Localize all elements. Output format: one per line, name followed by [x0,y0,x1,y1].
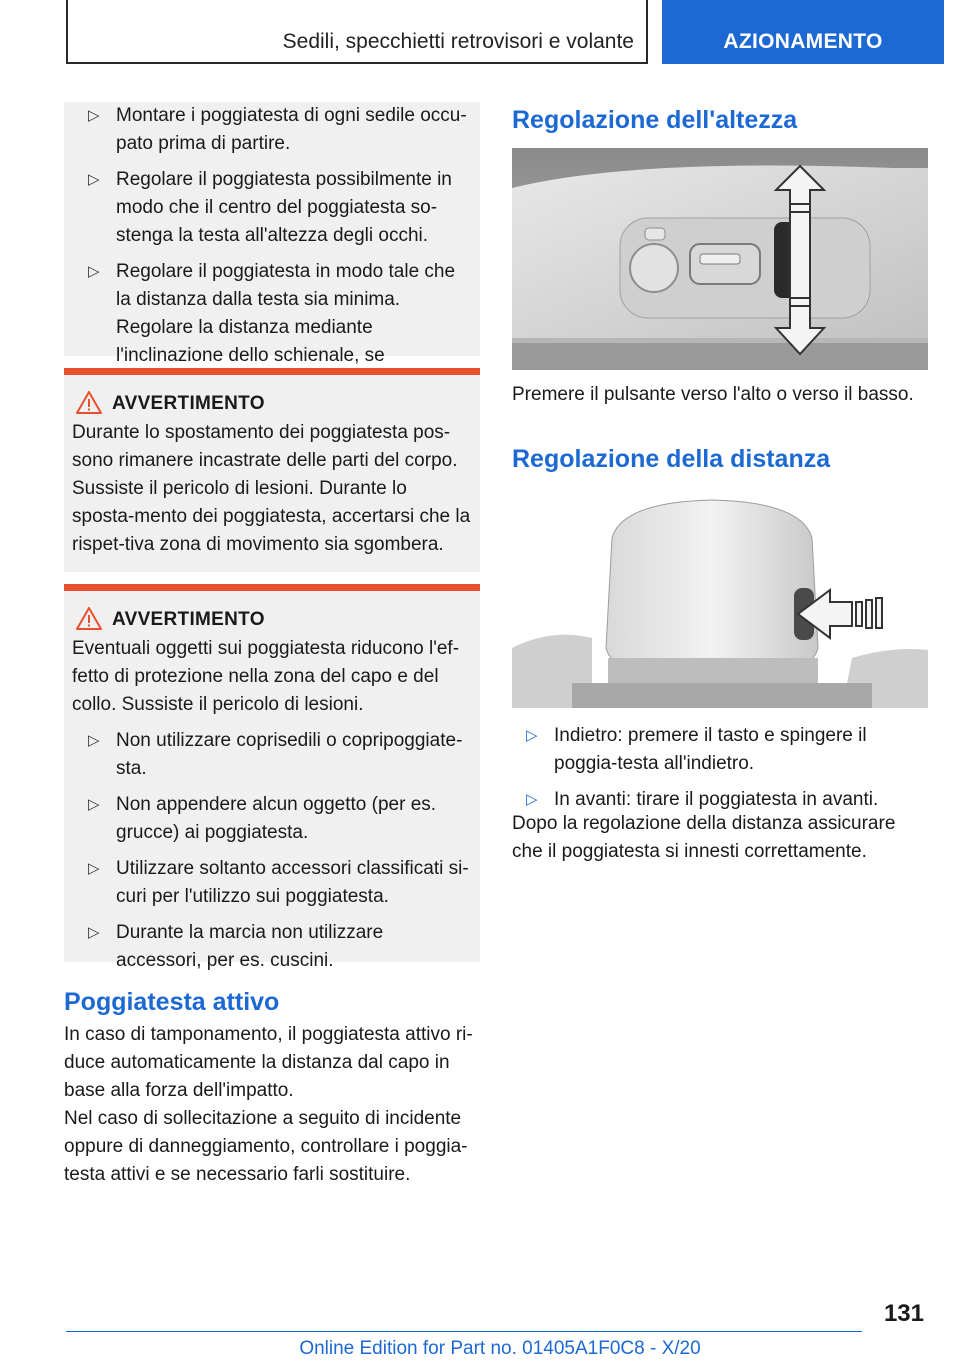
header-chapter-tab [662,0,944,64]
footer-edition: Online Edition for Part no. 01405A1F0C8 - X/20 [299,1338,701,1359]
list-item: ▷ In avanti: tirare il poggiatesta in avanti. [512,786,928,814]
list-item: ▷ Montare i poggiatesta di ogni sedile occu-pato prima di partire. [74,102,470,158]
list-item: ▷ Regolare il poggiatesta in modo tale che la distanza dalla testa sia minima. Regolare la distanza mediante l'inclinazione dello schienale, se [74,258,470,398]
list-item: ▷ Utilizzare soltanto accessori classificati si-curi per l'utilizzo sui poggiatesta. [74,855,472,911]
list-item: ▷ Regolare il poggiatesta possibilmente in modo che il centro del poggiatesta so-stenga la testa all'altezza degli occhi. [74,166,470,250]
list-item: ▷ Non utilizzare coprisedili o copripoggiate-sta. [74,727,472,783]
distance-list [512,722,928,822]
chapter-title: AZIONAMENTO [723,30,883,53]
warning-title: AVVERTIMENTO [112,393,265,414]
distance-paragraph: Dopo la regolazione della distanza assicurare che il poggiatesta si innesti correttamente. [512,813,896,862]
bullet-icon: ▷ [88,171,100,188]
section-heading-active-headrest: Poggiatesta attivo [64,988,280,1016]
seat-height-switch-illustration [512,148,928,370]
warning-text: Eventuali oggetti sui poggiatesta riducono l'ef-fetto di protezione nella zona del capo e del collo. Sussiste il pericolo di lesioni. [72,638,460,715]
active-headrest-paragraph-2: Nel caso di sollecitazione a seguito di incidente oppure di danneggiamento, controllare i poggia-testa attivi e se necessario farli sostituire. [64,1108,468,1185]
bullet-icon: ▷ [88,860,100,877]
page-number: 131 [883,1300,924,1327]
warning-box-1 [64,368,480,572]
warning-text: Durante lo spostamento dei poggiatesta pos-sono rimanere incastrate delle parti del corpo. Sussiste il pericolo di lesioni. Durante lo sposta-mento dei poggiatesta, accertarsi che la rispet-tiva zona di movimento sia sgombera. [72,422,471,555]
bullet-icon: ▷ [88,107,100,124]
warning-list [74,727,472,975]
section-heading-height: Regolazione dell'altezza [512,106,798,134]
section-title: Sedili, specchietti retrovisori e volante [282,30,634,53]
list-item: ▷ Indietro: premere il tasto e spingere il poggia-testa all'indietro. [512,722,928,778]
headrest-tips-list [74,102,470,398]
bullet-icon: ▷ [526,727,538,744]
list-item: ▷ Non appendere alcun oggetto (per es. grucce) ai poggiatesta. [74,791,472,847]
warning-box-2 [64,584,480,971]
headrest-distance-illustration [512,498,928,708]
bullet-icon: ▷ [526,791,538,808]
headrest-tips-box [64,102,480,366]
section-heading-distance: Regolazione della distanza [512,445,831,473]
height-caption: Premere il pulsante verso l'alto o verso il basso. [512,384,914,405]
warning-triangle-icon [76,391,102,414]
header-section-tab [66,0,648,64]
footer-divider [66,1331,862,1332]
warning-triangle-icon [76,607,102,630]
warning-title: AVVERTIMENTO [112,609,265,630]
active-headrest-paragraph-1: In caso di tamponamento, il poggiatesta attivo ri-duce automaticamente la distanza dal capo in base alla forza dell'impatto. [64,1024,473,1101]
bullet-icon: ▷ [88,263,100,280]
bullet-icon: ▷ [88,796,100,813]
list-item: ▷ Durante la marcia non utilizzare accessori, per es. cuscini. [74,919,472,975]
bullet-icon: ▷ [88,732,100,749]
bullet-icon: ▷ [88,924,100,941]
